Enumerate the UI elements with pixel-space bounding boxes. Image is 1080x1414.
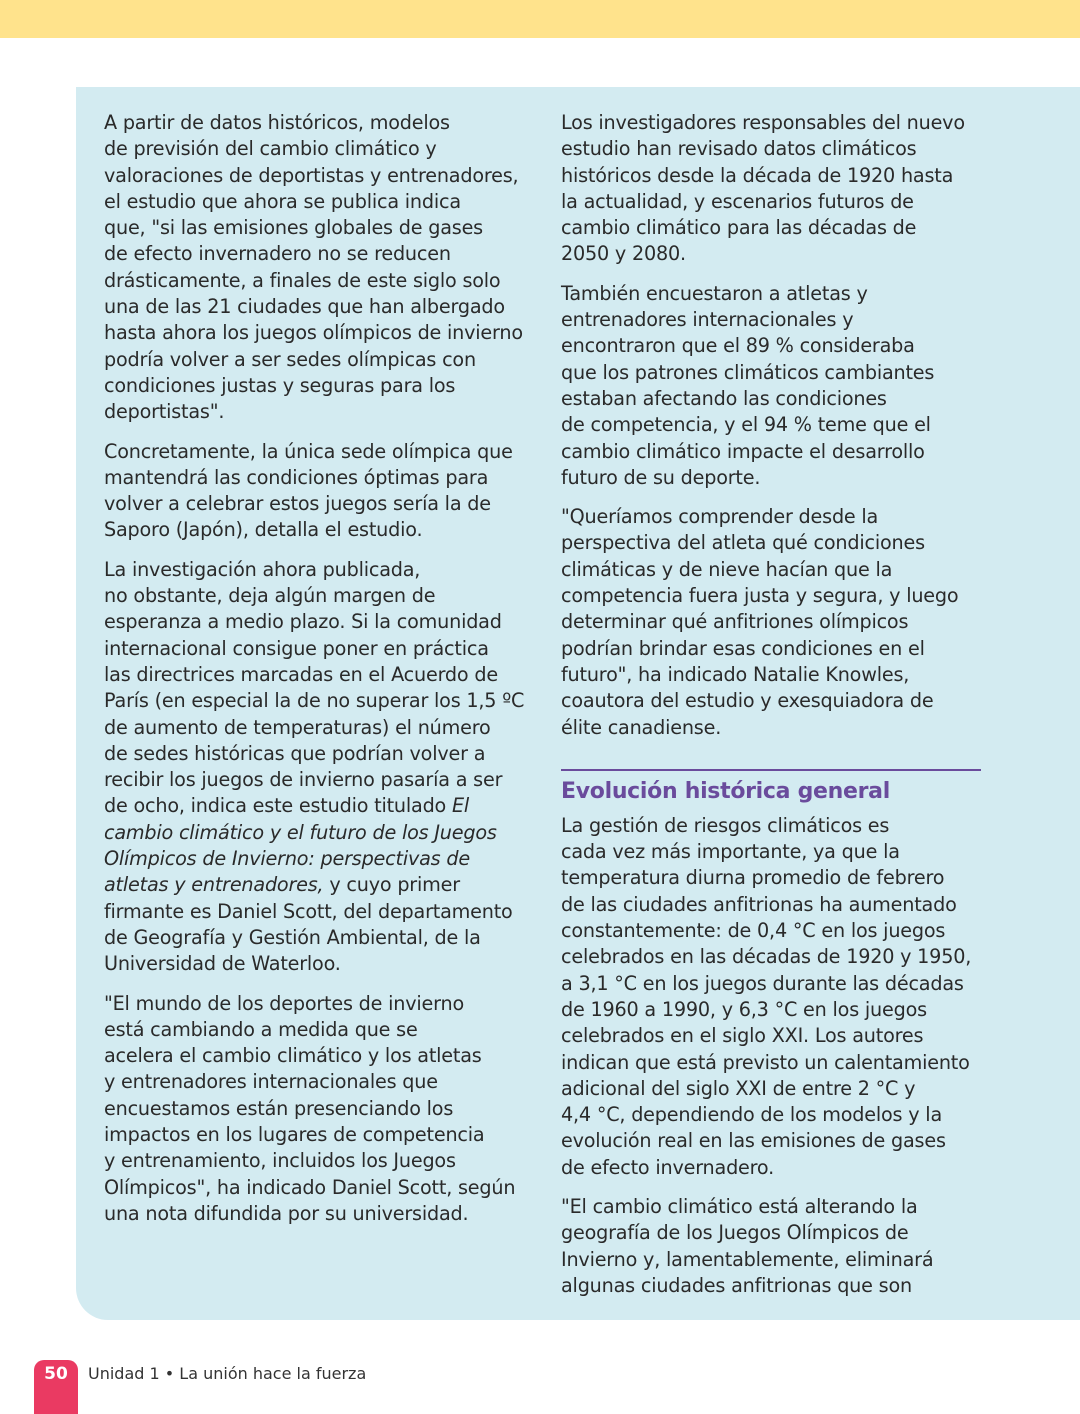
left-column xyxy=(104,110,544,1240)
text-line: élite canadiense. xyxy=(561,715,722,739)
text-line: de las ciudades anfitrionas ha aumentado xyxy=(561,892,957,916)
text-line: climáticas y de nieve hacían que la xyxy=(561,557,893,581)
text-line: históricos desde la década de 1920 hasta xyxy=(561,163,954,187)
italic-title-text: cambio climático y el futuro de los Juegos xyxy=(104,820,497,844)
text-line: 2050 y 2080. xyxy=(561,242,686,266)
text-line: condiciones justas y seguras para los xyxy=(104,373,456,397)
paragraph xyxy=(104,991,544,1228)
section-evolucion xyxy=(561,769,981,1299)
section-heading: Evolución histórica general xyxy=(561,778,890,804)
italic-title-text: atletas y entrenadores, xyxy=(104,873,324,897)
text-line: cambio climático para las décadas de xyxy=(561,216,917,240)
text-line: cambio climático impacte el desarrollo xyxy=(561,439,925,463)
text-line: a 3,1 °C en los juegos durante las décadas xyxy=(561,971,964,995)
text-line: mantendrá las condiciones óptimas para xyxy=(104,465,489,489)
text-line: de previsión del cambio climático y xyxy=(104,137,437,161)
text-line: Los investigadores responsables del nuevo xyxy=(561,111,965,134)
text-segment: de ocho, indica este estudio titulado xyxy=(104,794,452,818)
text-line: evolución real en las emisiones de gases xyxy=(561,1129,946,1153)
text-line: "El mundo de los deportes de invierno xyxy=(104,991,464,1015)
text-line: geografía de los Juegos Olímpicos de xyxy=(561,1221,909,1245)
text-line: estaban afectando las condiciones xyxy=(561,386,887,410)
text-line: cada vez más importante, ya que la xyxy=(561,840,900,864)
text-line: temperatura diurna promedio de febrero xyxy=(561,866,945,890)
text-line: de competencia, y el 94 % teme que el xyxy=(561,413,931,437)
text-line: acelera el cambio climático y los atletas xyxy=(104,1044,482,1068)
text-line: celebrados en el siglo XXI. Los autores xyxy=(561,1024,924,1048)
paragraph xyxy=(104,557,544,978)
text-line: podrían brindar esas condiciones en el xyxy=(561,636,925,660)
text-line: que, "si las emisiones globales de gases xyxy=(104,216,483,240)
text-line: las directrices marcadas en el Acuerdo de xyxy=(104,662,498,686)
top-color-band xyxy=(0,0,1080,38)
text-line: futuro de su deporte. xyxy=(561,465,761,489)
text-line: algunas ciudades anfitrionas que son xyxy=(561,1273,912,1297)
paragraph xyxy=(561,504,981,741)
text-line: París (en especial la de no superar los 1,5 ºC xyxy=(104,689,525,713)
text-line: una de las 21 ciudades que han albergado xyxy=(104,295,505,319)
text-line: perspectiva del atleta qué condiciones xyxy=(561,531,925,555)
text-line: Invierno y, lamentablemente, eliminará xyxy=(561,1247,934,1271)
text-line: coautora del estudio y exesquiadora de xyxy=(561,689,934,713)
text-line: internacional consigue poner en práctica xyxy=(104,636,489,660)
text-line: recibir los juegos de invierno pasaría a ser xyxy=(104,768,503,792)
text-line: La gestión de riesgos climáticos es xyxy=(561,813,890,837)
right-column xyxy=(561,110,981,1312)
text-line: Olímpicos", ha indicado Daniel Scott, según xyxy=(104,1175,516,1199)
text-line: no obstante, deja algún margen de xyxy=(104,584,436,608)
text-line xyxy=(104,820,544,846)
text-line: está cambiando a medida que se xyxy=(104,1017,418,1041)
text-line: 4,4 °C, dependiendo de los modelos y la xyxy=(561,1103,942,1127)
paragraph xyxy=(561,281,981,491)
text-line: indican que está previsto un calentamiento xyxy=(561,1050,970,1074)
text-line: deportistas". xyxy=(104,400,225,424)
text-line: esperanza a medio plazo. Si la comunidad xyxy=(104,610,502,634)
text-line: el estudio que ahora se publica indica xyxy=(104,189,461,213)
text-line: hasta ahora los juegos olímpicos de invierno xyxy=(104,321,523,345)
text-line: impactos en los lugares de competencia xyxy=(104,1122,485,1146)
text-line: podría volver a ser sedes olímpicas con xyxy=(104,347,476,371)
paragraph xyxy=(561,813,981,1181)
text-line: La investigación ahora publicada, xyxy=(104,557,421,581)
text-line: Saporo (Japón), detalla el estudio. xyxy=(104,518,423,542)
text-line: "Queríamos comprender desde la xyxy=(561,505,879,529)
text-line: También encuestaron a atletas y xyxy=(561,281,868,305)
text-line: entrenadores internacionales y xyxy=(561,308,854,332)
text-line: futuro", ha indicado Natalie Knowles, xyxy=(561,662,910,686)
paragraph xyxy=(104,110,544,426)
text-line: "El cambio climático está alterando la xyxy=(561,1194,918,1218)
text-line: de efecto invernadero. xyxy=(561,1155,775,1179)
text-line: Concretamente, la única sede olímpica que xyxy=(104,439,513,463)
text-line: y entrenamiento, incluidos los Juegos xyxy=(104,1149,456,1173)
text-line: de efecto invernadero no se reducen xyxy=(104,242,451,266)
text-line xyxy=(104,846,544,872)
paragraph xyxy=(561,1194,981,1299)
text-line: volver a celebrar estos juegos sería la de xyxy=(104,492,491,516)
text-line: Universidad de Waterloo. xyxy=(104,952,341,976)
text-line: determinar qué anfitriones olímpicos xyxy=(561,610,909,634)
text-line: encontraron que el 89 % consideraba xyxy=(561,334,915,358)
text-line: de Geografía y Gestión Ambiental, de la xyxy=(104,925,481,949)
footer-unit-title: Unidad 1 • La unión hace la fuerza xyxy=(88,1364,367,1383)
text-line: drásticamente, a finales de este siglo solo xyxy=(104,268,501,292)
text-line: estudio han revisado datos climáticos xyxy=(561,137,917,161)
italic-title-text: El xyxy=(452,794,470,818)
text-line: celebrados en las décadas de 1920 y 1950, xyxy=(561,945,972,969)
text-line: adicional del siglo XXI de entre 2 °C y xyxy=(561,1076,916,1100)
paragraph xyxy=(561,110,981,268)
text-line: de 1960 a 1990, y 6,3 °C en los juegos xyxy=(561,997,927,1021)
text-line: A partir de datos históricos, modelos xyxy=(104,111,450,134)
text-line: de aumento de temperaturas) el número xyxy=(104,715,491,739)
text-line xyxy=(104,793,544,819)
text-line: de sedes históricas que podrían volver a xyxy=(104,741,486,765)
italic-title-text: Olímpicos de Invierno: perspectivas de xyxy=(104,847,470,871)
text-line: encuestamos están presenciando los xyxy=(104,1096,454,1120)
text-line: competencia fuera justa y segura, y luego xyxy=(561,584,959,608)
text-line: que los patrones climáticos cambiantes xyxy=(561,360,935,384)
text-line: y entrenadores internacionales que xyxy=(104,1070,438,1094)
text-line xyxy=(104,872,544,898)
text-line: valoraciones de deportistas y entrenadores, xyxy=(104,163,519,187)
text-line: una nota difundida por su universidad. xyxy=(104,1201,469,1225)
text-line: constantemente: de 0,4 °C en los juegos xyxy=(561,919,946,943)
paragraph xyxy=(104,439,544,544)
text-segment: y cuyo primer xyxy=(323,873,460,897)
text-line: firmante es Daniel Scott, del departamento xyxy=(104,899,513,923)
page-number: 50 xyxy=(34,1360,78,1414)
text-line: la actualidad, y escenarios futuros de xyxy=(561,189,914,213)
